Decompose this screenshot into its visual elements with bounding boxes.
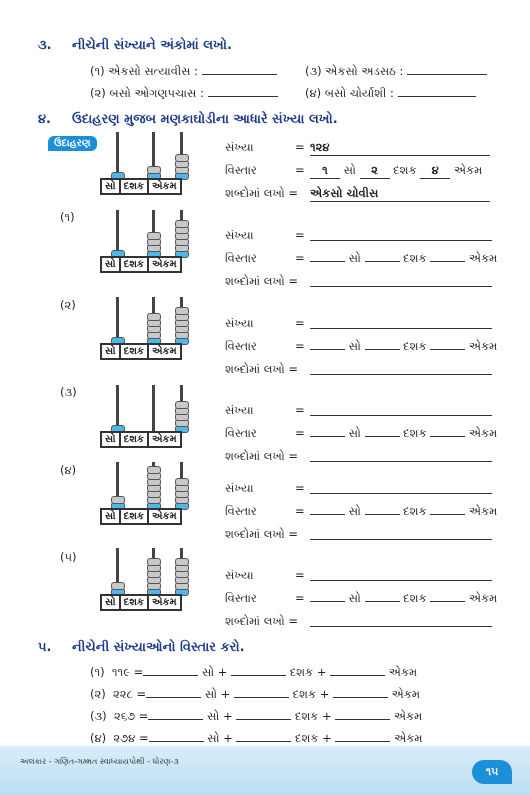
- q5-number: ૫.: [38, 640, 52, 655]
- q5-item: (૧) ૧૧૯ = સો + દશક + એકમ: [90, 665, 418, 679]
- label-number: સંખ્યા: [225, 228, 254, 242]
- abacus-bead: [175, 154, 189, 162]
- abacus-label: સો: [102, 345, 121, 358]
- q4-number: ૪.: [38, 112, 51, 127]
- eq: =: [295, 591, 305, 605]
- q3-item: (૧) એકસો સત્યાવીસ :: [90, 64, 277, 79]
- label-words: શબ્દોમાં લખો =: [225, 274, 299, 288]
- example-tag: ઉદાહરણ: [48, 136, 97, 151]
- abacus-label: દશક: [121, 433, 149, 446]
- eq: =: [295, 163, 305, 177]
- answer-line[interactable]: [202, 74, 277, 75]
- answer-line[interactable]: [310, 461, 492, 462]
- expand-blanks: સો દશક એકમ: [310, 426, 497, 441]
- answer-line[interactable]: [407, 74, 487, 75]
- abacus-bead: [147, 558, 161, 566]
- eq: =: [295, 403, 305, 417]
- abacus-bead: [147, 466, 161, 474]
- label-expand: વિસ્તાર: [225, 426, 257, 440]
- answer-line[interactable]: [310, 493, 492, 494]
- page-number: ૧૫: [472, 760, 512, 784]
- abacus-label: સો: [102, 596, 121, 609]
- row-number: (૫): [60, 550, 77, 564]
- abacus-bead: [175, 401, 189, 409]
- footer-band: [0, 746, 530, 795]
- abacus-label: દશક: [121, 180, 149, 193]
- q3-number: ૩.: [38, 38, 52, 53]
- abacus-bead: [147, 166, 161, 174]
- q3-item: (૩) એકસો અડસઠ :: [305, 64, 487, 79]
- abacus-bead: [111, 496, 125, 504]
- answer-line[interactable]: [310, 240, 492, 241]
- eq: =: [295, 426, 305, 440]
- q3-title: નીચેની સંખ્યાને અંકોમાં લખો.: [72, 38, 232, 53]
- abacus-label: દશક: [121, 258, 149, 271]
- abacus-bead: [147, 313, 161, 321]
- q3-item: (૪) બસો ચોર્યાશી :: [305, 86, 476, 101]
- abacus-label: એકમ: [151, 511, 177, 522]
- abacus-rod: [152, 385, 155, 431]
- abacus-label: એકમ: [151, 181, 177, 192]
- label-number: સંખ્યા: [225, 403, 254, 417]
- q5-title: નીચેની સંખ્યાઓનો વિસ્તાર કરો.: [72, 640, 245, 655]
- label-number: સંખ્યા: [225, 568, 254, 582]
- abacus-base: [100, 594, 182, 611]
- eq: =: [295, 316, 305, 330]
- label-expand: વિસ્તાર: [225, 504, 257, 518]
- row-number: (૩): [60, 385, 77, 399]
- abacus-base: [100, 178, 182, 195]
- label-expand: વિસ્તાર: [225, 591, 257, 605]
- label-words: શબ્દોમાં લખો =: [225, 614, 299, 628]
- row-number: (૧): [60, 210, 75, 224]
- abacus-bead: [175, 220, 189, 228]
- q4-title: ઉદાહરણ મુજબ મણકાઘોડીના આધારે સંખ્યા લખો.: [72, 112, 338, 127]
- abacus-bead: [175, 478, 189, 486]
- abacus-label: એકમ: [151, 346, 177, 357]
- q5-item: (૨) ૨૨૮ = સો + દશક + એકમ: [90, 687, 421, 701]
- example-words: એકસો ચોવીસ: [310, 186, 490, 202]
- answer-line[interactable]: [208, 96, 278, 97]
- abacus-label: સો: [102, 433, 121, 446]
- label-expand: વિસ્તાર: [225, 339, 257, 353]
- label-words: શબ્દોમાં લખો =: [225, 186, 299, 200]
- answer-line[interactable]: [310, 415, 492, 416]
- q5-item: (૩) ૨૬૭ = સો + દશક + એકમ: [90, 709, 423, 723]
- label-number: સંખ્યા: [225, 316, 254, 330]
- abacus-bead: [147, 232, 161, 240]
- answer-line[interactable]: [310, 374, 492, 375]
- eq: =: [295, 251, 305, 265]
- expand-blanks: સો દશક એકમ: [310, 251, 497, 266]
- footer-text: અલંકાર - ગણિત-ગમ્મત સ્વાધ્યાયપોથી - ધોરણ-૩: [20, 757, 179, 766]
- expand-blanks: સો દશક એકમ: [310, 504, 497, 519]
- eq: =: [295, 228, 305, 242]
- label-words: શબ્દોમાં લખો =: [225, 449, 299, 463]
- abacus-base: [100, 256, 182, 273]
- abacus-label: દશક: [121, 596, 149, 609]
- answer-line[interactable]: [310, 626, 492, 627]
- abacus-label: એકમ: [151, 597, 177, 608]
- example-number: ૧૨૪: [310, 140, 490, 156]
- expand-blanks: સો દશક એકમ: [310, 339, 497, 354]
- abacus-base: [100, 431, 182, 448]
- abacus-label: સો: [102, 258, 121, 271]
- label-expand: વિસ્તાર: [225, 251, 257, 265]
- abacus-bead: [111, 582, 125, 590]
- eq: =: [295, 504, 305, 518]
- abacus-base: [100, 508, 182, 525]
- row-number: (૪): [60, 463, 77, 477]
- label-number: સંખ્યા: [225, 481, 254, 495]
- q3-item: (૨) બસો ઓગણપચાસ :: [90, 86, 278, 101]
- label-words: શબ્દોમાં લખો =: [225, 362, 299, 376]
- abacus-label: એકમ: [151, 259, 177, 270]
- label-words: શબ્દોમાં લખો =: [225, 527, 299, 541]
- abacus-bead: [175, 558, 189, 566]
- answer-line[interactable]: [310, 539, 492, 540]
- answer-line[interactable]: [310, 580, 492, 581]
- answer-line[interactable]: [310, 286, 492, 287]
- row-number: (૨): [60, 298, 76, 312]
- abacus-label: સો: [102, 180, 121, 193]
- q5-item: (૪) ૨૭૪ = સો + દશક + એકમ: [90, 731, 423, 745]
- abacus-label: દશક: [121, 345, 149, 358]
- abacus-label: એકમ: [151, 434, 177, 445]
- answer-line[interactable]: [310, 328, 492, 329]
- expand-blanks: સો દશક એકમ: [310, 591, 497, 606]
- eq: =: [295, 140, 305, 154]
- abacus-label: દશક: [121, 510, 149, 523]
- label-expand: વિસ્તાર: [225, 163, 257, 177]
- eq: =: [295, 481, 305, 495]
- abacus-label: સો: [102, 510, 121, 523]
- answer-line[interactable]: [398, 96, 476, 97]
- example-expand: ૧ સો ૨ દશક ૪ એકમ: [310, 163, 482, 179]
- abacus-bead: [175, 307, 189, 315]
- label-number: સંખ્યા: [225, 140, 254, 154]
- eq: =: [295, 568, 305, 582]
- abacus-base: [100, 343, 182, 360]
- eq: =: [295, 339, 305, 353]
